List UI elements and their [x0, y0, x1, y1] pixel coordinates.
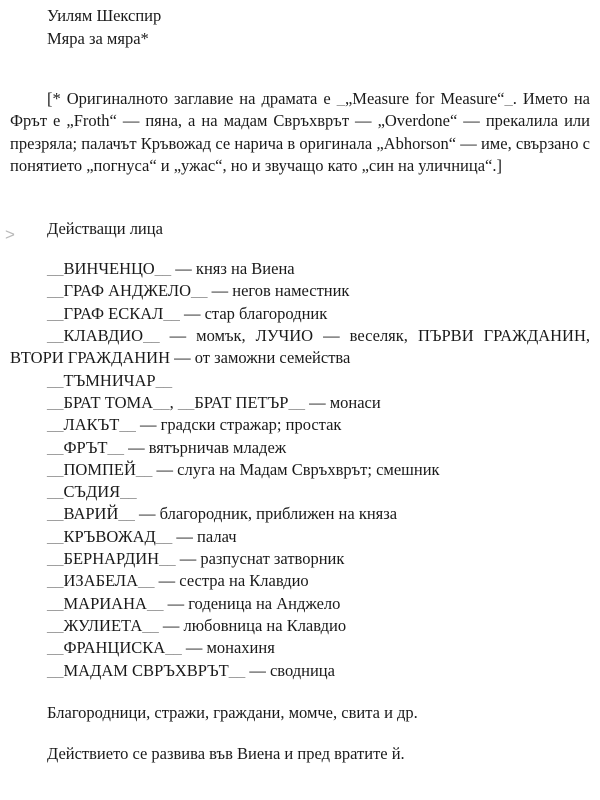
cast-entry: __ВАРИЙ__ — благородник, приближен на княза — [47, 504, 398, 524]
document-title: Мяра за мяра* — [47, 29, 149, 48]
cast-entry: __МАДАМ СВРЪХВРЪТ__ — сводница — [47, 660, 335, 680]
title-footnote: [* Оригиналното заглавие на драмата е _„Measure for Measure“_. Името на Фрът е „Froth“ — пяна, а на мадам Свръхврът — „Overdone“ — прекалила или презряла; палачът Кръвожад се нарича в оригинала „Abhorson“ — име, свързано с понятието „погнуса“ и „ужас“, но и звучащо като „син на уличница“.] — [10, 89, 590, 175]
cast-entry: __ФРЪТ__ — вятърничав младеж — [47, 437, 287, 457]
cast-entry: __КЛАВДИО__ — момък, ЛУЧИО — веселяк, ПЪРВИ ГРАЖДАНИН, ВТОРИ ГРАЖДАНИН — от заможни семейства — [10, 326, 590, 368]
author-name: Уилям Шекспир — [47, 6, 162, 25]
closing-line-extras: Благородници, стражи, граждани, момче, свита и др. — [47, 702, 418, 722]
title-block — [47, 0, 590, 50]
cast-entry: __ФРАНЦИСКА__ — монахиня — [47, 638, 275, 658]
cast-entry: __ГРАФ АНДЖЕЛО__ — негов наместник — [47, 281, 350, 301]
cast-entry: __ГРАФ ЕСКАЛ__ — стар благородник — [47, 303, 328, 323]
cast-heading: Действащи лица — [47, 219, 163, 239]
cast-entry: __МАРИАНА__ — годеница на Анджело — [47, 593, 341, 613]
cast-entry: __ИЗАБЕЛА__ — сестра на Клавдио — [47, 571, 309, 591]
cast-entry: __КРЪВОЖАД__ — палач — [47, 526, 237, 546]
cast-entry: __ЖУЛИЕТА__ — любовница на Клавдио — [47, 615, 347, 635]
closing-line-setting: Действието се развива във Виена и пред вратите й. — [47, 744, 405, 764]
cast-entry: __СЪДИЯ__ — [47, 482, 137, 502]
cast-list — [10, 258, 590, 682]
cast-entry: __БЕРНАРДИН__ — разпуснат затворник — [47, 549, 345, 569]
cast-entry: __ТЪМНИЧАР__ — [47, 370, 173, 390]
cast-entry: __ВИНЧЕНЦО__ — княз на Виена — [47, 259, 295, 279]
cast-entry: __БРАТ ТОМА__, __БРАТ ПЕТЪР__ — монаси — [47, 392, 381, 412]
cast-entry: __ПОМПЕЙ__ — слуга на Мадам Свръхврът; смешник — [47, 459, 440, 479]
blockquote-marker: > — [5, 225, 15, 244]
cast-entry: __ЛАКЪТ__ — градски стражар; простак — [47, 415, 342, 435]
